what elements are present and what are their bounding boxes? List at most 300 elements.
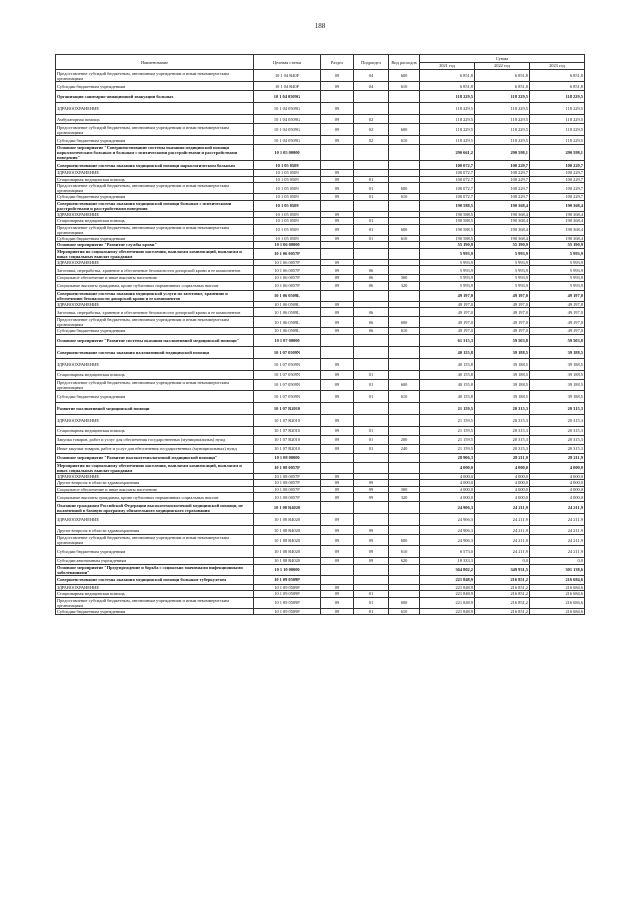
row-amount-2023: 100 229,7 bbox=[530, 183, 585, 194]
row-amount-2023: 39 188,5 bbox=[530, 370, 585, 379]
row-amount-2022: 100 229,7 bbox=[475, 176, 530, 183]
row-amount-2023: 55 190,9 bbox=[530, 242, 585, 249]
row-section: 09 bbox=[321, 194, 354, 201]
row-amount-2022: 24 211,9 bbox=[475, 526, 530, 535]
row-subsection: 01 bbox=[354, 426, 389, 435]
row-section: 09 bbox=[321, 259, 354, 266]
budget-table bbox=[55, 54, 585, 615]
col-header-2021: 2021 год bbox=[420, 62, 475, 70]
row-expense-type: 320 bbox=[389, 281, 420, 290]
row-amount-2021: 118 229,5 bbox=[420, 91, 475, 103]
row-amount-2023: 100 229,7 bbox=[530, 194, 585, 201]
row-amount-2023: 118 229,5 bbox=[530, 124, 585, 136]
table-row bbox=[56, 266, 585, 275]
col-header-2023: 2023 год bbox=[530, 62, 585, 70]
row-name: Оказание гражданам Российской Федерации высокотехнологичной медицинской помощи, не включенной в базовую программу обязательного медицинского страхования bbox=[56, 502, 254, 514]
row-expense-type: 240 bbox=[389, 444, 420, 453]
row-amount-2022: 216 851,2 bbox=[475, 591, 530, 598]
row-name: ЗДРАВООХРАНЕНИЕ bbox=[56, 211, 254, 218]
row-amount-2022: 100 229,7 bbox=[475, 183, 530, 194]
table-row bbox=[56, 462, 585, 473]
row-section bbox=[321, 453, 354, 462]
table-body bbox=[56, 70, 585, 615]
row-subsection: 02 bbox=[354, 115, 389, 124]
row-subsection bbox=[354, 91, 389, 103]
row-target-code: 10 1 06 0509L bbox=[254, 290, 321, 301]
row-amount-2021: 21 159,5 bbox=[420, 435, 475, 444]
table-row bbox=[56, 103, 585, 115]
row-amount-2022: 118 229,5 bbox=[475, 136, 530, 145]
table-row bbox=[56, 444, 585, 453]
row-name: Предоставление субсидий бюджетным, автономным учреждениям и иным некоммерческим организациям bbox=[56, 379, 254, 390]
table-row bbox=[56, 224, 585, 235]
row-amount-2021: 24 906,3 bbox=[420, 526, 475, 535]
row-subsection: 09 bbox=[354, 558, 389, 565]
row-target-code: 10 1 07 R2010 bbox=[254, 426, 321, 435]
row-amount-2022: 0,0 bbox=[475, 558, 530, 565]
row-name: Социальные выплаты гражданам, кроме публичных нормативных социальных выплат bbox=[56, 493, 254, 502]
row-amount-2023: 49 197,0 bbox=[530, 317, 585, 328]
row-name: Стационарная медицинская помощь bbox=[56, 370, 254, 379]
row-amount-2021: 364 802,2 bbox=[420, 564, 475, 575]
row-section: 09 bbox=[321, 82, 354, 91]
table-row bbox=[56, 564, 585, 575]
row-name: Предоставление субсидий бюджетным, автономным учреждениям и иным некоммерческим организациям bbox=[56, 124, 254, 136]
row-expense-type bbox=[389, 248, 420, 259]
row-section: 09 bbox=[321, 224, 354, 235]
row-subsection: 01 bbox=[354, 218, 389, 225]
row-amount-2021: 40 155,8 bbox=[420, 370, 475, 379]
row-expense-type bbox=[389, 346, 420, 358]
row-section: 09 bbox=[321, 301, 354, 308]
row-target-code: 10 1 09 0509Р bbox=[254, 584, 321, 591]
row-amount-2022: 24 211,9 bbox=[475, 514, 530, 526]
row-section bbox=[321, 91, 354, 103]
table-row bbox=[56, 426, 585, 435]
row-amount-2023: 5 993,9 bbox=[530, 259, 585, 266]
row-target-code: 10 1 08 R4020 bbox=[254, 546, 321, 558]
row-target-code: 10 1 05 0509 bbox=[254, 170, 321, 177]
row-amount-2022: 216 851,2 bbox=[475, 608, 530, 615]
row-target-code: 10 1 08 0057Р bbox=[254, 486, 321, 493]
row-amount-2023: 24 211,9 bbox=[530, 535, 585, 546]
row-expense-type: 600 bbox=[389, 70, 420, 82]
row-amount-2023: 28 211,9 bbox=[530, 453, 585, 462]
row-name: Иные закупки товаров, работ и услуг для обеспечения государственных (муниципальных) нужд bbox=[56, 444, 254, 453]
table-row bbox=[56, 115, 585, 124]
row-target-code: 10 1 09 0509Р bbox=[254, 608, 321, 615]
row-subsection: 01 bbox=[354, 235, 389, 242]
row-subsection: 01 bbox=[354, 183, 389, 194]
row-subsection bbox=[354, 103, 389, 115]
row-name: Субсидии бюджетным учреждениям bbox=[56, 390, 254, 402]
row-target-code: 10 1 07 0509N bbox=[254, 346, 321, 358]
row-name: Мероприятия по социальному обеспечению населения, выплатам компенсаций, выплатам и иных социальных выплат гражданам bbox=[56, 462, 254, 473]
row-expense-type bbox=[389, 161, 420, 170]
table-row bbox=[56, 414, 585, 426]
row-name: Предоставление субсидий бюджетным, автономным учреждениям и иным некоммерческим организациям bbox=[56, 224, 254, 235]
row-expense-type bbox=[389, 115, 420, 124]
row-subsection bbox=[354, 453, 389, 462]
row-section bbox=[321, 290, 354, 301]
table-row bbox=[56, 161, 585, 170]
row-amount-2022: 59 503,8 bbox=[475, 334, 530, 346]
row-subsection bbox=[354, 564, 389, 575]
row-name: Совершенствование системы оказания медицинской помощи больным с психическими расстройствами и расстройствами поведения bbox=[56, 200, 254, 211]
row-amount-2022: 118 229,5 bbox=[475, 91, 530, 103]
col-header-subsection: Подраздел bbox=[354, 55, 389, 70]
row-amount-2022: 4 000,0 bbox=[475, 493, 530, 502]
row-expense-type bbox=[389, 370, 420, 379]
row-amount-2021: 4 000,0 bbox=[420, 462, 475, 473]
row-amount-2021: 190 588,5 bbox=[420, 200, 475, 211]
row-amount-2022: 20 315,3 bbox=[475, 414, 530, 426]
row-section: 09 bbox=[321, 591, 354, 598]
row-amount-2022: 39 188,5 bbox=[475, 370, 530, 379]
row-subsection: 06 bbox=[354, 281, 389, 290]
row-section: 09 bbox=[321, 444, 354, 453]
row-expense-type bbox=[389, 514, 420, 526]
table-row bbox=[56, 281, 585, 290]
row-amount-2023: 20 315,3 bbox=[530, 444, 585, 453]
row-target-code: 10 1 04 0509G bbox=[254, 136, 321, 145]
row-section bbox=[321, 346, 354, 358]
table-row bbox=[56, 136, 585, 145]
table-row bbox=[56, 248, 585, 259]
row-target-code: 10 1 07 0509N bbox=[254, 358, 321, 370]
col-header-name: Наименование bbox=[56, 55, 254, 70]
row-name: Предоставление субсидий бюджетным, автономным учреждениям и иным некоммерческим организациям bbox=[56, 535, 254, 546]
row-amount-2023: 118 229,5 bbox=[530, 103, 585, 115]
row-target-code: 10 1 06 00000 bbox=[254, 242, 321, 249]
row-amount-2021: 221 848,9 bbox=[420, 584, 475, 591]
row-amount-2022: 4 000,0 bbox=[475, 462, 530, 473]
row-amount-2023: 4 000,0 bbox=[530, 473, 585, 480]
row-section: 09 bbox=[321, 218, 354, 225]
row-amount-2021: 100 072,7 bbox=[420, 183, 475, 194]
row-amount-2023: 59 503,8 bbox=[530, 334, 585, 346]
row-expense-type bbox=[389, 414, 420, 426]
row-target-code: 10 1 07 0509N bbox=[254, 390, 321, 402]
row-amount-2023: 4 000,0 bbox=[530, 462, 585, 473]
row-target-code: 10 1 06 0509L bbox=[254, 308, 321, 317]
row-amount-2023: 118 229,5 bbox=[530, 91, 585, 103]
row-subsection: 01 bbox=[354, 597, 389, 608]
row-amount-2022: 290 598,1 bbox=[475, 145, 530, 161]
table-row bbox=[56, 200, 585, 211]
row-amount-2022: 39 188,5 bbox=[475, 346, 530, 358]
table-row bbox=[56, 597, 585, 608]
table-row bbox=[56, 70, 585, 82]
row-target-code: 10 1 05 0509 bbox=[254, 161, 321, 170]
row-section bbox=[321, 402, 354, 414]
row-section bbox=[321, 575, 354, 584]
row-section: 09 bbox=[321, 317, 354, 328]
row-target-code: 10 1 09 0509Р bbox=[254, 575, 321, 584]
row-target-code: 10 1 07 R2010 bbox=[254, 402, 321, 414]
table-row bbox=[56, 514, 585, 526]
table-row bbox=[56, 526, 585, 535]
row-target-code: 10 1 07 0509N bbox=[254, 370, 321, 379]
row-amount-2023: 190 368,4 bbox=[530, 224, 585, 235]
row-subsection: 06 bbox=[354, 317, 389, 328]
row-target-code: 10 1 08 00000 bbox=[254, 453, 321, 462]
row-amount-2021: 5 993,9 bbox=[420, 275, 475, 282]
row-subsection: 01 bbox=[354, 591, 389, 598]
row-subsection: 04 bbox=[354, 82, 389, 91]
row-subsection bbox=[354, 248, 389, 259]
row-section: 09 bbox=[321, 473, 354, 480]
row-subsection bbox=[354, 414, 389, 426]
row-amount-2021: 190 588,5 bbox=[420, 211, 475, 218]
row-amount-2022: 24 211,9 bbox=[475, 546, 530, 558]
row-target-code: 10 1 04 0509G bbox=[254, 124, 321, 136]
row-target-code: 10 1 06 0057Р bbox=[254, 259, 321, 266]
row-amount-2023: 100 229,7 bbox=[530, 161, 585, 170]
row-subsection bbox=[354, 145, 389, 161]
row-amount-2023: 4 000,0 bbox=[530, 480, 585, 487]
row-section: 09 bbox=[321, 281, 354, 290]
row-target-code: 10 1 07 R2010 bbox=[254, 435, 321, 444]
table-row bbox=[56, 435, 585, 444]
row-amount-2021: 21 159,5 bbox=[420, 444, 475, 453]
row-section: 09 bbox=[321, 358, 354, 370]
row-amount-2023: 39 188,5 bbox=[530, 358, 585, 370]
table-row bbox=[56, 346, 585, 358]
row-expense-type bbox=[389, 358, 420, 370]
row-amount-2022: 20 315,3 bbox=[475, 444, 530, 453]
row-amount-2023: 5 993,9 bbox=[530, 275, 585, 282]
row-name: Стационарная медицинская помощь bbox=[56, 591, 254, 598]
row-target-code: 10 1 08 R4020 bbox=[254, 526, 321, 535]
row-amount-2023: 39 188,5 bbox=[530, 379, 585, 390]
row-target-code: 10 1 07 R2010 bbox=[254, 414, 321, 426]
row-amount-2023: 118 229,5 bbox=[530, 115, 585, 124]
table-row bbox=[56, 317, 585, 328]
row-amount-2021: 61 315,3 bbox=[420, 334, 475, 346]
row-expense-type: 600 bbox=[389, 224, 420, 235]
row-expense-type: 600 bbox=[389, 597, 420, 608]
row-amount-2023: 190 368,4 bbox=[530, 200, 585, 211]
row-amount-2021: 100 072,7 bbox=[420, 161, 475, 170]
row-amount-2023: 190 368,4 bbox=[530, 211, 585, 218]
row-amount-2021: 100 072,7 bbox=[420, 194, 475, 201]
row-subsection bbox=[354, 358, 389, 370]
row-section bbox=[321, 334, 354, 346]
row-expense-type: 610 bbox=[389, 546, 420, 558]
row-subsection: 01 bbox=[354, 370, 389, 379]
row-name: Заготовка, переработка, хранение и обеспечение безопасности донорской крови и ее компонентов bbox=[56, 266, 254, 275]
row-section: 09 bbox=[321, 546, 354, 558]
row-amount-2023: 39 188,5 bbox=[530, 346, 585, 358]
row-section: 09 bbox=[321, 535, 354, 546]
row-expense-type bbox=[389, 334, 420, 346]
row-name: Основное мероприятие "Развитие системы оказания паллиативной медицинской помощи" bbox=[56, 334, 254, 346]
row-amount-2022: 118 229,5 bbox=[475, 103, 530, 115]
row-name: Предоставление субсидий бюджетным, автономным учреждениям и иным некоммерческим организациям bbox=[56, 70, 254, 82]
row-section bbox=[321, 145, 354, 161]
row-amount-2023: 39 188,5 bbox=[530, 390, 585, 402]
row-section: 09 bbox=[321, 115, 354, 124]
row-name: Предоставление субсидий бюджетным, автономным учреждениям и иным некоммерческим организациям bbox=[56, 597, 254, 608]
row-target-code: 10 1 08 0057Р bbox=[254, 462, 321, 473]
row-section: 09 bbox=[321, 414, 354, 426]
row-target-code: 10 1 08 R4020 bbox=[254, 514, 321, 526]
row-section: 09 bbox=[321, 608, 354, 615]
row-expense-type bbox=[389, 526, 420, 535]
row-section: 09 bbox=[321, 486, 354, 493]
row-name: ЗДРАВООХРАНЕНИЕ bbox=[56, 473, 254, 480]
row-subsection: 01 bbox=[354, 224, 389, 235]
row-amount-2022: 5 993,9 bbox=[475, 275, 530, 282]
row-amount-2021: 40 155,8 bbox=[420, 358, 475, 370]
row-section: 09 bbox=[321, 70, 354, 82]
table-row bbox=[56, 402, 585, 414]
row-section: 09 bbox=[321, 435, 354, 444]
row-amount-2022: 4 000,0 bbox=[475, 480, 530, 487]
row-name: ЗДРАВООХРАНЕНИЕ bbox=[56, 259, 254, 266]
row-section: 09 bbox=[321, 275, 354, 282]
row-section: 09 bbox=[321, 426, 354, 435]
row-subsection: 01 bbox=[354, 444, 389, 453]
row-section: 09 bbox=[321, 308, 354, 317]
col-header-section: Раздел bbox=[321, 55, 354, 70]
row-subsection: 06 bbox=[354, 275, 389, 282]
row-amount-2021: 6 573,0 bbox=[420, 546, 475, 558]
row-section: 09 bbox=[321, 328, 354, 335]
row-expense-type: 610 bbox=[389, 136, 420, 145]
row-expense-type bbox=[389, 308, 420, 317]
row-amount-2023: 216 684,6 bbox=[530, 575, 585, 584]
row-target-code: 10 1 06 0057Р bbox=[254, 275, 321, 282]
row-expense-type: 600 bbox=[389, 535, 420, 546]
row-amount-2022: 190 368,4 bbox=[475, 235, 530, 242]
row-amount-2023: 24 211,9 bbox=[530, 526, 585, 535]
row-subsection: 02 bbox=[354, 136, 389, 145]
row-target-code: 10 1 07 R2010 bbox=[254, 444, 321, 453]
row-amount-2023: 20 315,3 bbox=[530, 435, 585, 444]
row-target-code: 10 1 10 00000 bbox=[254, 564, 321, 575]
row-amount-2021: 40 155,8 bbox=[420, 346, 475, 358]
row-target-code: 10 1 05 0509 bbox=[254, 224, 321, 235]
row-amount-2023: 0,0 bbox=[530, 558, 585, 565]
row-section: 09 bbox=[321, 526, 354, 535]
row-amount-2021: 290 661,2 bbox=[420, 145, 475, 161]
row-amount-2023: 5 993,9 bbox=[530, 248, 585, 259]
row-subsection bbox=[354, 200, 389, 211]
row-amount-2022: 39 188,5 bbox=[475, 390, 530, 402]
row-amount-2022: 20 315,3 bbox=[475, 426, 530, 435]
row-target-code: 10 1 04 0509G bbox=[254, 115, 321, 124]
row-section: 09 bbox=[321, 266, 354, 275]
table-row bbox=[56, 124, 585, 136]
row-target-code: 10 1 09 0509Р bbox=[254, 597, 321, 608]
row-amount-2021: 221 848,9 bbox=[420, 591, 475, 598]
row-section: 09 bbox=[321, 136, 354, 145]
row-expense-type: 610 bbox=[389, 328, 420, 335]
row-subsection: 01 bbox=[354, 176, 389, 183]
row-amount-2022: 6 851,8 bbox=[475, 82, 530, 91]
row-amount-2023: 49 197,0 bbox=[530, 308, 585, 317]
row-target-code: 10 1 05 0509 bbox=[254, 211, 321, 218]
row-name: Закупка товаров, работ и услуг для обеспечения государственных (муниципальных) нужд bbox=[56, 435, 254, 444]
row-name: Социальное обеспечение и иные выплаты населению bbox=[56, 275, 254, 282]
row-amount-2023: 24 211,9 bbox=[530, 514, 585, 526]
row-amount-2021: 24 906,3 bbox=[420, 502, 475, 514]
table-row bbox=[56, 91, 585, 103]
row-target-code: 10 1 06 0509L bbox=[254, 301, 321, 308]
row-subsection: 09 bbox=[354, 480, 389, 487]
row-target-code: 10 1 08 0057Р bbox=[254, 473, 321, 480]
row-amount-2022: 6 851,8 bbox=[475, 70, 530, 82]
row-name: Субсидии автономным учреждениям bbox=[56, 558, 254, 565]
row-section: 09 bbox=[321, 514, 354, 526]
table-row bbox=[56, 493, 585, 502]
row-subsection bbox=[354, 161, 389, 170]
row-target-code: 10 1 05 00000 bbox=[254, 145, 321, 161]
row-amount-2022: 24 211,9 bbox=[475, 502, 530, 514]
row-amount-2022: 190 368,4 bbox=[475, 200, 530, 211]
row-amount-2023: 216 684,6 bbox=[530, 608, 585, 615]
row-target-code: 10 1 05 0509 bbox=[254, 235, 321, 242]
table-row bbox=[56, 370, 585, 379]
row-expense-type: 600 bbox=[389, 317, 420, 328]
page-number: 188 bbox=[314, 22, 326, 30]
row-subsection bbox=[354, 462, 389, 473]
row-expense-type: 610 bbox=[389, 608, 420, 615]
row-amount-2023: 5 993,9 bbox=[530, 281, 585, 290]
row-amount-2021: 100 072,7 bbox=[420, 176, 475, 183]
table-row bbox=[56, 453, 585, 462]
row-subsection bbox=[354, 575, 389, 584]
row-amount-2021: 6 851,8 bbox=[420, 82, 475, 91]
row-amount-2021: 190 588,5 bbox=[420, 218, 475, 225]
row-name: Предоставление субсидий бюджетным, автономным учреждениям и иным некоммерческим организациям bbox=[56, 183, 254, 194]
row-section bbox=[321, 248, 354, 259]
row-amount-2023: 6 851,8 bbox=[530, 82, 585, 91]
row-name: Субсидии бюджетным учреждениям bbox=[56, 546, 254, 558]
col-header-sum: Сумма bbox=[420, 55, 585, 63]
row-name: ЗДРАВООХРАНЕНИЕ bbox=[56, 514, 254, 526]
row-name: Совершенствование системы оказания медицинской помощи наркологическим больным bbox=[56, 161, 254, 170]
row-amount-2021: 28 906,3 bbox=[420, 453, 475, 462]
row-target-code: 10 1 07 0509N bbox=[254, 379, 321, 390]
row-amount-2022: 216 851,2 bbox=[475, 575, 530, 584]
row-section: 09 bbox=[321, 597, 354, 608]
row-name: Совершенствование системы оказания паллиативной медицинской помощи bbox=[56, 346, 254, 358]
col-header-2022: 2022 год bbox=[475, 62, 530, 70]
row-name: Развитие паллиативной медицинской помощи bbox=[56, 402, 254, 414]
row-amount-2022: 118 229,5 bbox=[475, 124, 530, 136]
table-row bbox=[56, 290, 585, 301]
row-amount-2022: 190 368,4 bbox=[475, 218, 530, 225]
row-target-code: 10 1 07 00000 bbox=[254, 334, 321, 346]
row-subsection bbox=[354, 402, 389, 414]
row-expense-type: 300 bbox=[389, 486, 420, 493]
row-section bbox=[321, 462, 354, 473]
row-name: Совершенствование системы оказания медицинской услуги по заготовке, хранению и обеспечению безопасности донорской крови и ее компонентов bbox=[56, 290, 254, 301]
row-amount-2023: 100 229,7 bbox=[530, 170, 585, 177]
row-amount-2022: 20 315,3 bbox=[475, 402, 530, 414]
row-target-code: 10 1 08 R4020 bbox=[254, 535, 321, 546]
row-amount-2023: 20 315,3 bbox=[530, 426, 585, 435]
row-name: ЗДРАВООХРАНЕНИЕ bbox=[56, 414, 254, 426]
row-name: Амбулаторная помощь bbox=[56, 115, 254, 124]
row-subsection: 06 bbox=[354, 266, 389, 275]
row-amount-2021: 49 197,0 bbox=[420, 301, 475, 308]
row-amount-2021: 55 190,9 bbox=[420, 242, 475, 249]
row-target-code: 10 1 06 0509L bbox=[254, 328, 321, 335]
